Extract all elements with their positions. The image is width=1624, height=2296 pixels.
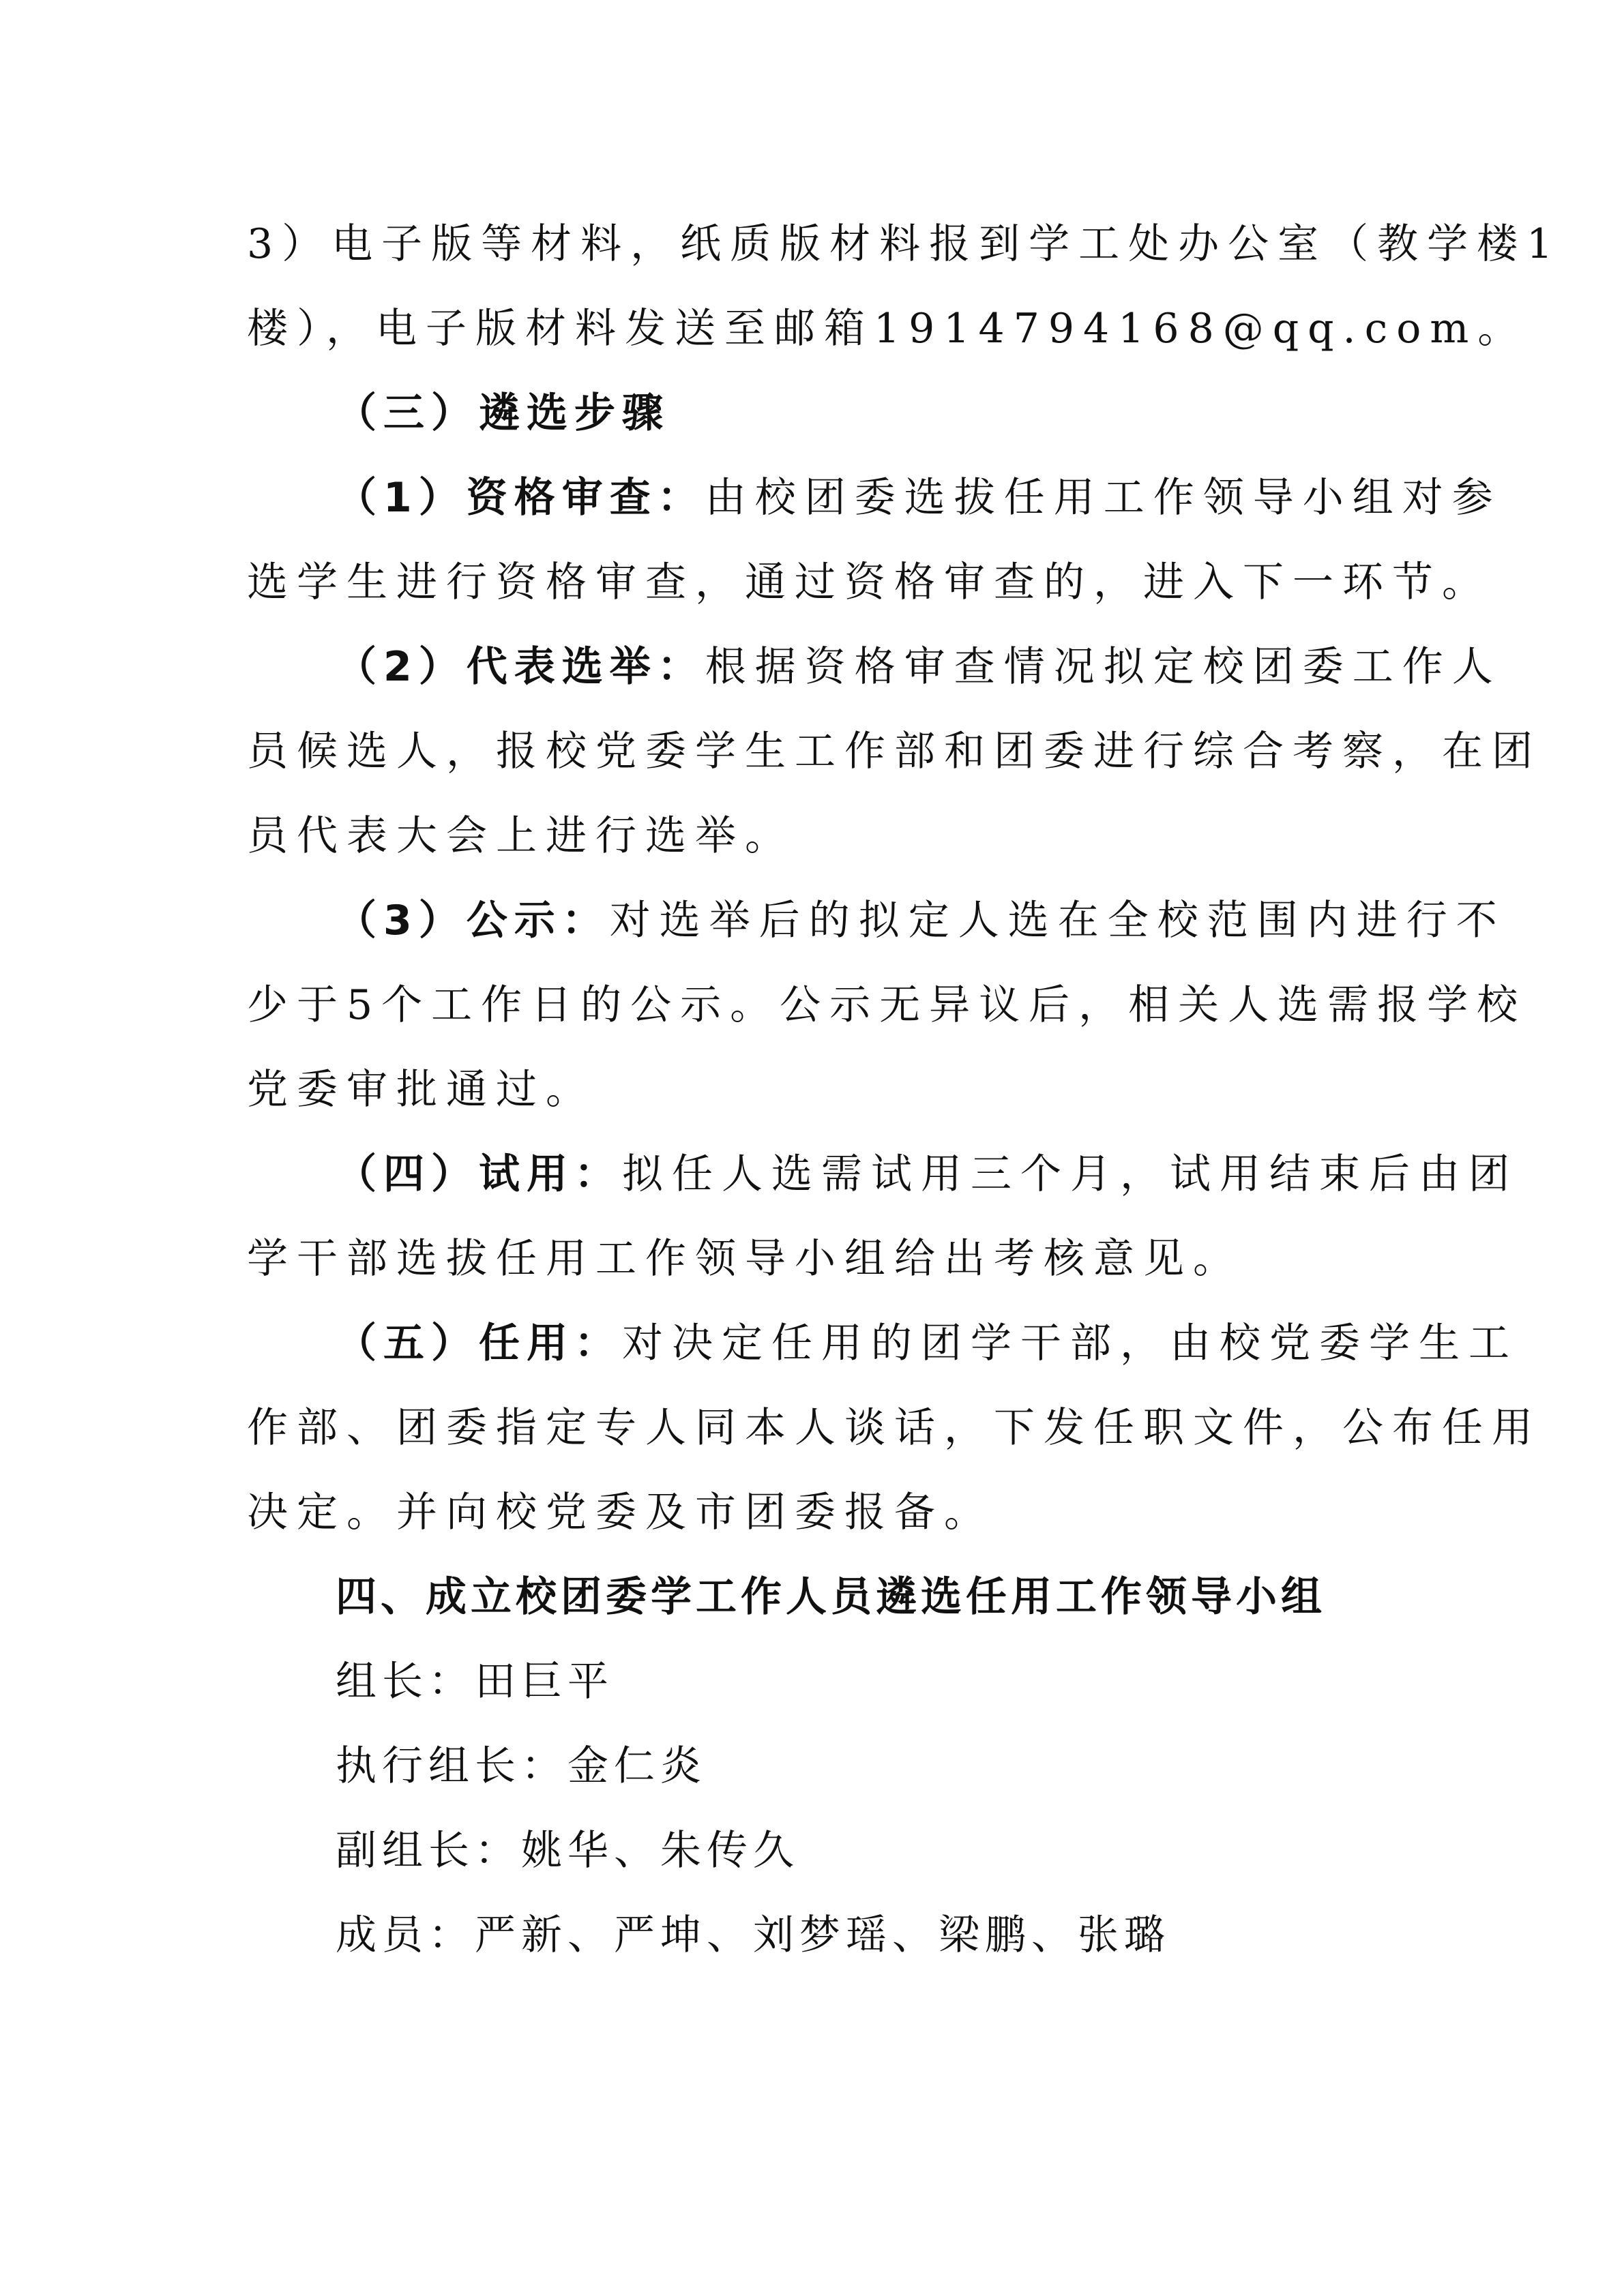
- executive-leader: 执行组长：金仁炎: [336, 1742, 707, 1790]
- text-line-13: 学干部选拔任用工作领导小组给出考核意见。: [247, 1235, 1243, 1283]
- lead-election: （2）代表选举：: [336, 643, 705, 691]
- group-leader: 组长：田巨平: [336, 1658, 614, 1705]
- text-line-15: 作部、团委指定专人同本人谈话，下发任职文件，公布任用: [247, 1404, 1541, 1452]
- body-election: 根据资格审查情况拟定校团委工作人: [705, 643, 1502, 691]
- text-line-2: 楼），电子版材料发送至邮箱1914794168@qq.com。: [247, 305, 1528, 353]
- body-qualification: 由校团委选拔任用工作领导小组对参: [705, 474, 1502, 522]
- lead-trial: （四）试用：: [336, 1150, 622, 1198]
- text-line-7: 员候选人，报校党委学生工作部和团委进行综合考察，在团: [247, 728, 1541, 775]
- paragraph-appointment: [336, 1316, 1518, 1371]
- paragraph-election: [336, 640, 1502, 694]
- lead-qualification: （1）资格审查：: [336, 474, 705, 522]
- paragraph-publicity: [336, 893, 1506, 948]
- paragraph-trial: [336, 1147, 1518, 1202]
- section-heading-steps: （三）遴选步骤: [336, 389, 670, 437]
- text-line-10: 少于5个工作日的公示。公示无异议后，相关人选需报学校: [247, 981, 1527, 1029]
- text-line-1: 3）电子版等材料，纸质版材料报到学工处办公室（教学楼1: [247, 220, 1562, 268]
- text-line-5: 选学生进行资格审查，通过资格审查的，进入下一环节。: [247, 558, 1492, 606]
- paragraph-qualification: [336, 471, 1502, 525]
- lead-appointment: （五）任用：: [336, 1320, 622, 1367]
- group-members: 成员：严新、严坤、刘梦瑶、梁鹏、张璐: [336, 1911, 1170, 1959]
- deputy-leaders: 副组长：姚华、朱传久: [336, 1827, 799, 1875]
- text-line-8: 员代表大会上进行选举。: [247, 812, 795, 860]
- body-appointment: 对决定任用的团学干部，由校党委学生工: [622, 1320, 1518, 1367]
- section-heading-leading-group: 四、成立校团委学工作人员遴选任用工作领导小组: [336, 1573, 1326, 1621]
- body-trial: 拟任人选需试用三个月，试用结束后由团: [622, 1150, 1518, 1198]
- lead-publicity: （3）公示：: [336, 897, 610, 944]
- body-publicity: 对选举后的拟定人选在全校范围内进行不: [609, 897, 1506, 944]
- text-line-11: 党委审批通过。: [247, 1066, 595, 1114]
- text-line-16: 决定。并向校党委及市团委报备。: [247, 1489, 994, 1536]
